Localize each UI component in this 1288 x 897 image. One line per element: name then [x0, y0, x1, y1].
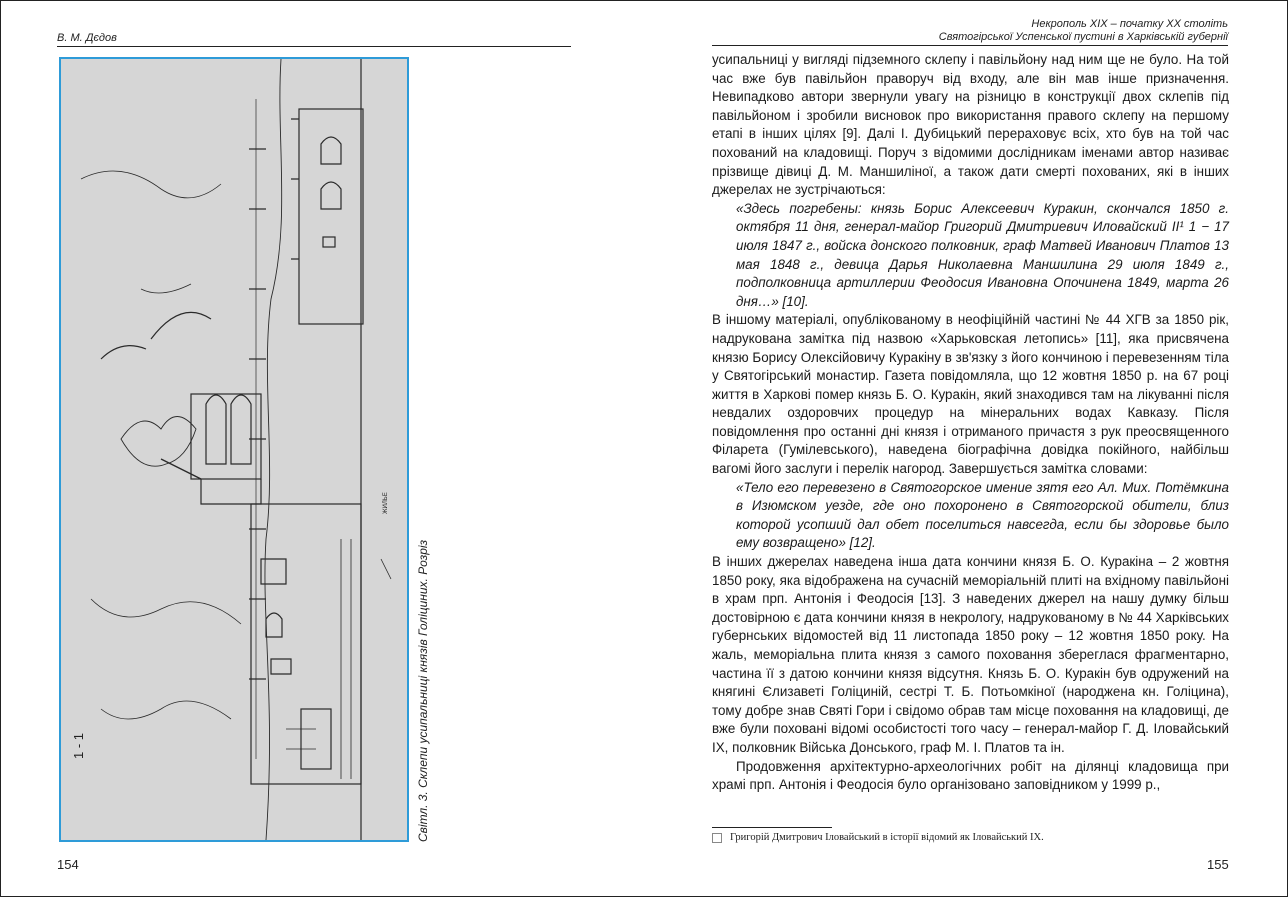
- quote-2: «Тело его перевезено в Святогорское имение зятя его Ал. Мих. Потёмкина в Изюмском уезде, где оно похоронено в Святогорской обители, близ которой усопший дал обет поселиться навсегда, если бы здоровье было ему возвращено» [12].: [736, 479, 1229, 551]
- quote-1: «Здесь погребены: князь Борис Алексеевич Куракин, скончался 1850 г. октября 11 дня, генерал-майор Григорий Дмитриевич Иловайский II¹ 1 − 17 июля 1847 г., войска донского полковник, граф Матвей Иванович Платов 13 мая 1848 г., девица Дарья Николаевна Маншилина 29 июля 1849 г., подполковница артиллерии Феодосия Ивановна Опочинена 1849, марта 26 дня…» [10].: [736, 200, 1229, 309]
- running-header-line2: Святогірської Успенської пустині в Харківській губернії: [938, 31, 1228, 43]
- left-page-number: 154: [57, 857, 79, 872]
- paragraph-4: Продовження архітектурно-археологічних робіт на ділянці кладовища при храмі прп. Антонія і Феодосія було організовано заповідником у 1999 р.,: [712, 758, 1229, 793]
- right-page-number: 155: [1207, 857, 1229, 872]
- author-header: В. М. Дєдов: [57, 32, 117, 44]
- footnote-rule: [712, 827, 832, 828]
- architectural-drawing-icon: [61, 59, 407, 840]
- running-header-line1: Некрополь XIX – початку XX століть: [1031, 18, 1228, 30]
- footnote-text: Григорій Дмитрович Іловайський в історії відомий як Іловайський IX.: [730, 832, 1044, 843]
- section-mark-label: 1 - 1: [71, 732, 86, 759]
- footnote-marker-icon: [712, 833, 722, 843]
- right-header-rule: [712, 45, 1228, 46]
- figure-caption: Світл. 3. Склепи усипальниці князів Голіциних. Розріз: [416, 539, 430, 842]
- main-text: [712, 51, 1229, 795]
- left-header-rule: [57, 46, 571, 47]
- side-label: ЖИЛЬЕ: [383, 492, 389, 514]
- paragraph-1: усипальниці у вигляді підземного склепу і павільйону над ним ще не було. На той час вже був павільйон праворуч від входу, але він мав інше призначення. Невипадково автори звернули увагу на різницю в конструкції двох склепів під павільйоном і зробили висновок про використання правого склепу на першому етапі в інших цілях [9]. Далі І. Дубицький перераховує всіх, хто був на той час похований на кладовищі. Поруч з відомими дослідникам іменами автор називає прізвище дівиці Д. М. Маншиліної, а також дати смерті похованих, які в інших джерелах не зустрічаються:: [712, 52, 1229, 198]
- paragraph-2: В іншому матеріалі, опублікованому в неофіційній частині № 44 ХГВ за 1850 рік, надрукована замітка під назвою «Харьковская летопись» [11], яка присвячена князю Борису Олексійовичу Куракіну в зв'язку з його кончиною і перевезенням тіла у Святогірський монастир. Газета повідомляла, що 12 жовтня 1850 р. на 67 році життя в Харкові помер князь Б. О. Куракін, який знаходився там на лікуванні після невдалих оздоровчих процедур на мінеральних водах Кавказу. Після повідомлення про останні дні князя і отриманого причастя з рук преосвященного Філарета (Гумілевського), наведена біографічна довідка покійного, найбільш вагомі його заслуги і перелік нагород. Завершується замітка словами:: [712, 312, 1229, 477]
- crypt-section-drawing: [59, 57, 409, 842]
- paragraph-3: В інших джерелах наведена інша дата кончини князя Б. О. Куракіна – 2 жовтня 1850 року, яка відображена на сучасній меморіальній плиті на вхідному павільйоні в храм прп. Антонія і Феодосія [13]. З наведених джерел на нашу думку більш достовірною є дата кончини князя в некрологу, надрукованому в № 44 Харківських губернських відомостей від 11 листопада 1850 року – 12 жовтня 1850 року. На жаль, меморіальна плита князя з самого поховання збереглася фрагментарно, частина її з датою кончини князя відсутня. Князь Б. О. Куракін був одружений на княгині Єлизаветі Голіциній, сестрі Т. Б. Потьомкіної (народжена кн. Голіцина), тому добре знав Святі Гори і свідомо обрав там місце поховання на кладовищі, де вже були поховані відомі особистості того часу – генерал-майор Г. Д. Іловайський IX, полковник Війська Донського, граф М. І. Платов та ін.: [712, 554, 1229, 755]
- footnote: [712, 832, 1044, 843]
